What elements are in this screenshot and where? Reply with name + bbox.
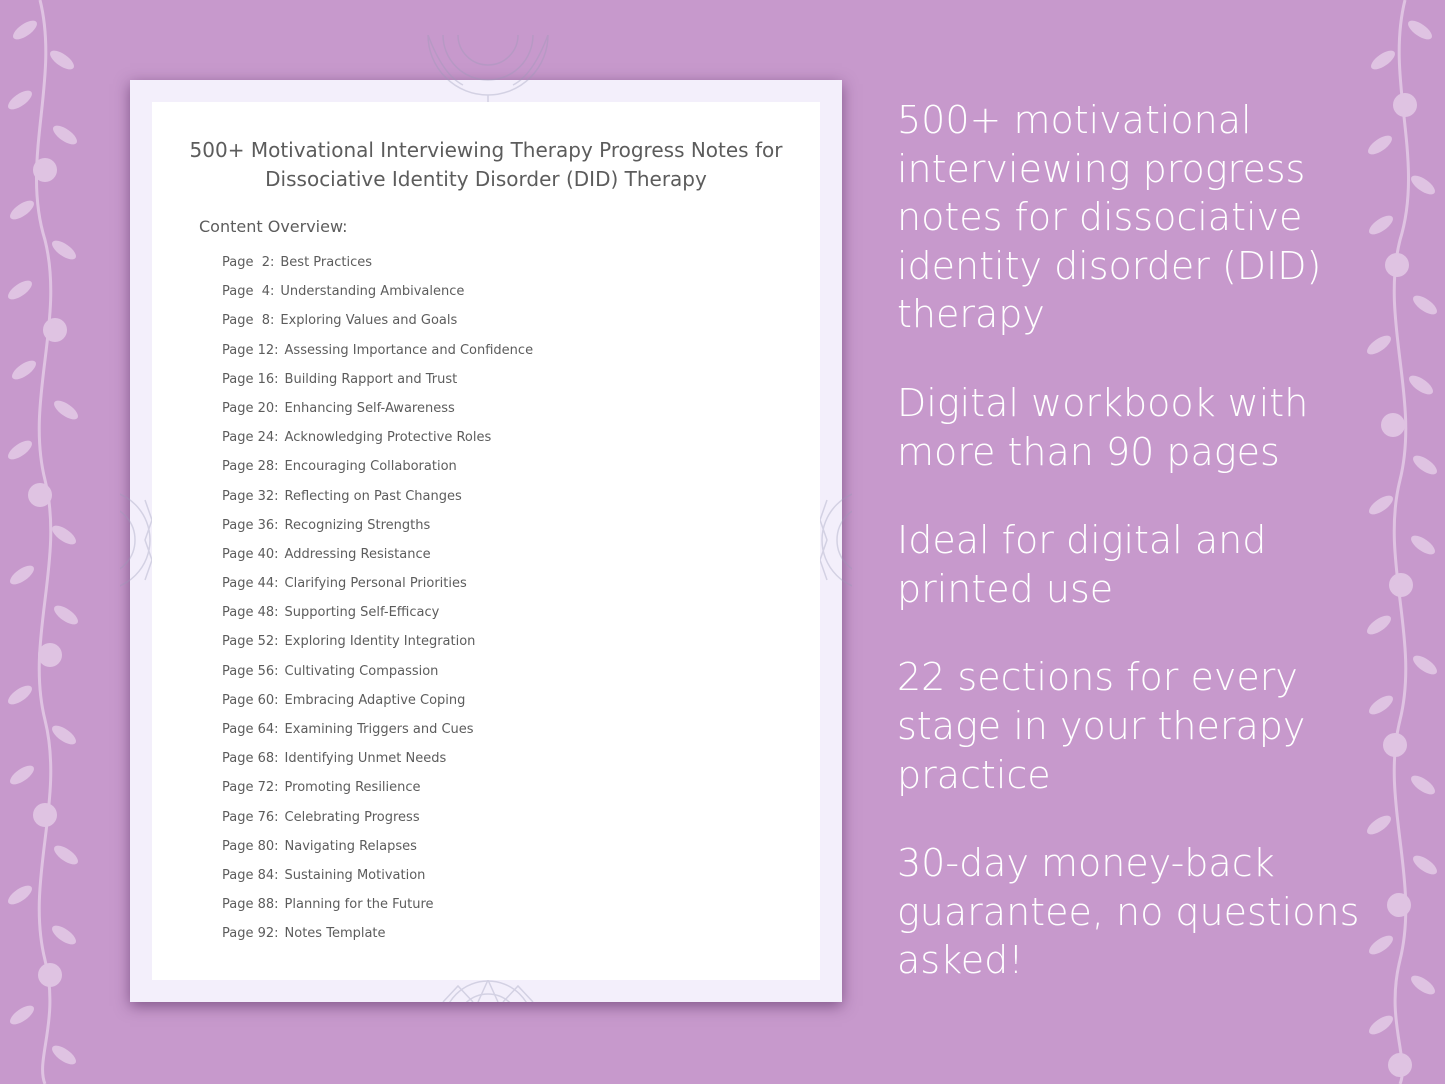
toc-item [222, 312, 533, 341]
feature-digital-workbook: Digital workbook with more than 90 pages [897, 380, 1309, 474]
toc-item [222, 604, 533, 633]
toc-section-title: Understanding Ambivalence [280, 284, 465, 300]
toc-section-title: Enhancing Self-Awareness [284, 400, 455, 416]
toc-item [222, 371, 533, 400]
toc-section-title: Acknowledging Protective Roles [284, 430, 492, 446]
toc-section-title: Planning for the Future [284, 897, 434, 913]
toc-page-number: Page 36: [222, 517, 279, 533]
mandala-right-icon [817, 460, 852, 620]
toc-section-title: Examining Triggers and Cues [284, 722, 474, 737]
toc-page-number: Page 2: [222, 255, 275, 270]
toc-item [222, 663, 533, 692]
toc-item [222, 517, 533, 546]
toc-item [222, 488, 533, 517]
toc-item [222, 429, 533, 458]
toc-item [222, 750, 533, 779]
feature-list [897, 96, 1367, 985]
toc-item [222, 546, 533, 575]
feature-progress-notes: 500+ motivational interviewing progress notes for dissociative identity disorder (DID) therapy [897, 98, 1322, 337]
toc-page-number: Page 16: [222, 371, 279, 387]
toc-page-number: Page 12: [222, 342, 279, 358]
toc-page-number: Page 56: [222, 663, 279, 679]
floral-vine-left-icon [0, 0, 95, 1084]
toc-page-number: Page 84: [222, 867, 279, 883]
toc-item [222, 809, 533, 838]
toc-page-number: Page 80: [222, 838, 279, 854]
toc-page-number: Page 28: [222, 459, 279, 475]
mandala-left-icon [120, 460, 155, 620]
toc-page-number: Page 24: [222, 430, 279, 446]
toc-page-number: Page 88: [222, 897, 279, 913]
toc-item [222, 458, 533, 487]
toc-item [222, 838, 533, 867]
toc-page-number: Page 40: [222, 546, 279, 562]
toc-item [222, 254, 533, 283]
document-page [152, 102, 820, 980]
toc-section-title: Promoting Resilience [284, 780, 421, 796]
toc-page-number: Page 32: [222, 488, 279, 504]
document-title-line-2: Dissociative Identity Disorder (DID) Therapy [265, 167, 707, 191]
toc-page-number: Page 8: [222, 313, 275, 329]
toc-section-title: Navigating Relapses [284, 838, 417, 854]
toc-item [222, 896, 533, 925]
toc-section-title: Notes Template [284, 926, 386, 942]
toc-section-title: Exploring Values and Goals [280, 313, 458, 329]
toc-item [222, 575, 533, 604]
toc-page-number: Page 72: [222, 780, 279, 796]
toc-item [222, 779, 533, 808]
toc-section-title: Assessing Importance and Confidence [284, 342, 534, 358]
toc-item [222, 925, 533, 954]
toc-page-number: Page 64: [222, 722, 279, 737]
toc-section-title: Exploring Identity Integration [284, 634, 476, 650]
toc-section-title: Best Practices [280, 255, 373, 270]
feature-digital-printed-use: Ideal for digital and printed use [897, 518, 1267, 611]
toc-section-title: Identifying Unmet Needs [284, 751, 447, 767]
toc-item [222, 283, 533, 312]
toc-page-number: Page 76: [222, 809, 279, 825]
toc-item [222, 633, 533, 662]
toc-item [222, 692, 533, 721]
feature-sections: 22 sections for every stage in your therapy practice [897, 655, 1306, 797]
mandala-top-icon [383, 35, 593, 105]
toc-section-title: Embracing Adaptive Coping [284, 692, 466, 708]
content-overview-label: Content Overview: [199, 217, 348, 236]
toc-section-title: Celebrating Progress [284, 809, 420, 825]
toc-section-title: Clarifying Personal Priorities [284, 576, 467, 592]
toc-page-number: Page 92: [222, 926, 279, 942]
toc-section-title: Supporting Self-Efficacy [284, 605, 440, 621]
toc-page-number: Page 20: [222, 400, 279, 416]
toc-section-title: Addressing Resistance [284, 546, 431, 562]
toc-item [222, 867, 533, 896]
feature-guarantee: 30-day money-back guarantee, no questions asked! [897, 841, 1360, 983]
toc-page-number: Page 52: [222, 634, 279, 650]
toc-page-number: Page 48: [222, 605, 279, 621]
toc-section-title: Building Rapport and Trust [284, 371, 458, 387]
toc-page-number: Page 60: [222, 692, 279, 708]
toc-section-title: Sustaining Motivation [284, 867, 426, 883]
toc-section-title: Cultivating Compassion [284, 663, 439, 679]
toc-section-title: Reflecting on Past Changes [284, 488, 462, 504]
toc-section-title: Encouraging Collaboration [284, 459, 457, 475]
table-of-contents [222, 254, 533, 955]
toc-page-number: Page 44: [222, 576, 279, 592]
toc-section-title: Recognizing Strengths [284, 517, 431, 533]
document-preview [130, 80, 842, 1002]
document-title-line-1: 500+ Motivational Interviewing Therapy Progress Notes for [189, 138, 783, 162]
toc-item [222, 342, 533, 371]
toc-item [222, 721, 533, 750]
document-title [162, 136, 810, 194]
toc-page-number: Page 4: [222, 284, 275, 300]
toc-page-number: Page 68: [222, 751, 279, 767]
toc-item [222, 400, 533, 429]
